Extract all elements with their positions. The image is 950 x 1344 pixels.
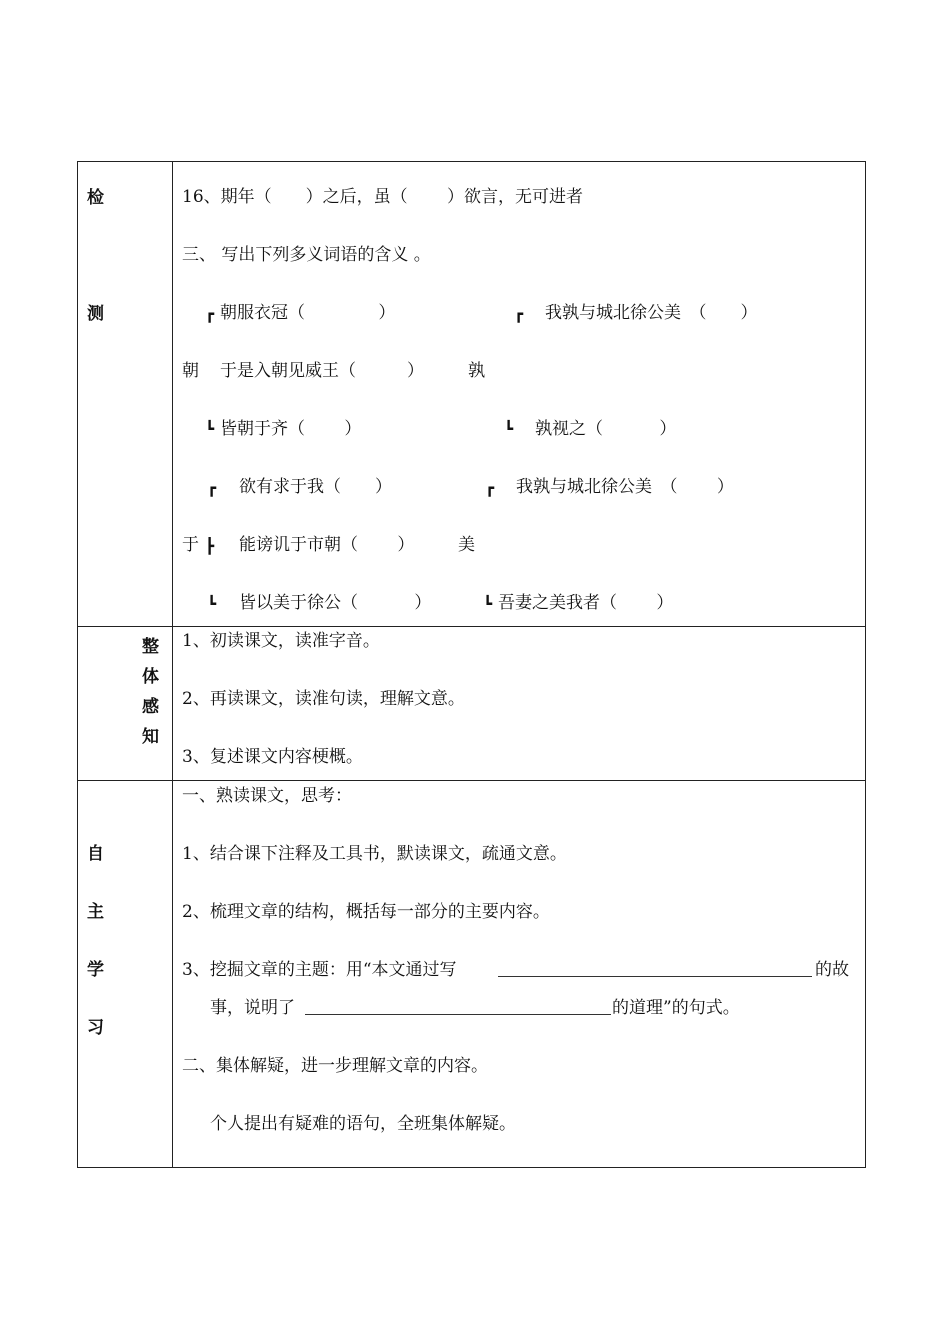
mei-label: 美: [458, 535, 475, 555]
chao-label: 朝: [182, 361, 199, 381]
chao-meaning-3: 皆朝于齐（ ）: [220, 419, 362, 439]
shu-label: 孰: [468, 361, 485, 381]
section-header-zizhu-2: 主: [87, 902, 104, 922]
chao-meaning-2: 于是入朝见威王（ ）: [220, 361, 424, 381]
zizhu-line-5: 个人提出有疑难的语句，全班集体解疑。: [210, 1114, 516, 1134]
zizhu-heading-1: 一、熟读课文，思考：: [182, 786, 352, 806]
section-header-zizhu-4: 习: [87, 1018, 104, 1038]
zizhu-line-3c: 事，说明了: [210, 998, 295, 1018]
yu-meaning-2: 能谤讥于市朝（ ）: [239, 535, 415, 555]
yu-meaning-1: 欲有求于我（ ）: [239, 477, 392, 497]
bracket-middle: ┣: [205, 537, 215, 555]
zhengti-line-3: 3、复述课文内容梗概。: [182, 747, 363, 767]
zizhu-heading-2: 二、集体解疑，进一步理解文章的内容。: [182, 1056, 488, 1076]
section-header-jiance-2: 测: [87, 304, 104, 324]
bracket-bottom: ┗: [483, 595, 493, 613]
bracket-top: ┏: [207, 479, 217, 497]
zhengti-line-1: 1、初读课文，读准字音。: [182, 631, 380, 651]
section-header-zhengti-1: 整: [142, 637, 159, 657]
chao-meaning-1: 朝服衣冠（ ）: [220, 303, 396, 323]
section-header-zhengti-2: 体: [142, 667, 159, 687]
bracket-top: ┏: [205, 305, 215, 323]
zizhu-line-1: 1、结合课下注释及工具书，默读课文，疏通文意。: [182, 844, 567, 864]
mei-meaning-1: 我孰与城北徐公美 （ ）: [516, 477, 734, 497]
row-divider: [77, 626, 866, 627]
section-header-zhengti-3: 感: [142, 697, 159, 717]
bracket-top: ┏: [485, 479, 495, 497]
zhengti-line-2: 2、再读课文，读准句读，理解文意。: [182, 689, 465, 709]
bracket-top: ┏: [514, 305, 524, 323]
zizhu-line-3b: 的故: [815, 960, 849, 980]
question-3-heading: 三、 写出下列多义词语的含义 。: [182, 245, 431, 265]
fill-blank-story[interactable]: [498, 960, 812, 977]
question-16: 16、期年（ ）之后，虽（ ）欲言，无可进者: [182, 187, 584, 207]
yu-meaning-3: 皆以美于徐公（ ）: [239, 593, 432, 613]
zizhu-line-3a: 3、挖掘文章的主题：用“本文通过写: [182, 960, 457, 980]
fill-blank-lesson[interactable]: [305, 998, 611, 1015]
bracket-bottom: ┗: [205, 420, 215, 438]
mei-meaning-2: 吾妻之美我者（ ）: [498, 593, 674, 613]
row-divider: [77, 780, 866, 781]
section-header-jiance-1: 检: [87, 188, 104, 208]
yu-label: 于: [182, 535, 199, 555]
column-divider: [172, 161, 173, 1168]
shu-meaning-1: 我孰与城北徐公美 （ ）: [545, 303, 758, 323]
section-header-zizhu-1: 自: [87, 844, 104, 864]
section-header-zizhu-3: 学: [87, 960, 104, 980]
shu-meaning-2: 孰视之（ ）: [535, 419, 677, 439]
bracket-bottom: ┗: [504, 420, 514, 438]
zizhu-line-2: 2、梳理文章的结构，概括每一部分的主要内容。: [182, 902, 550, 922]
zizhu-line-3d: 的道理”的句式。: [612, 998, 740, 1018]
section-header-zhengti-4: 知: [142, 727, 159, 747]
bracket-bottom: ┗: [207, 595, 217, 613]
